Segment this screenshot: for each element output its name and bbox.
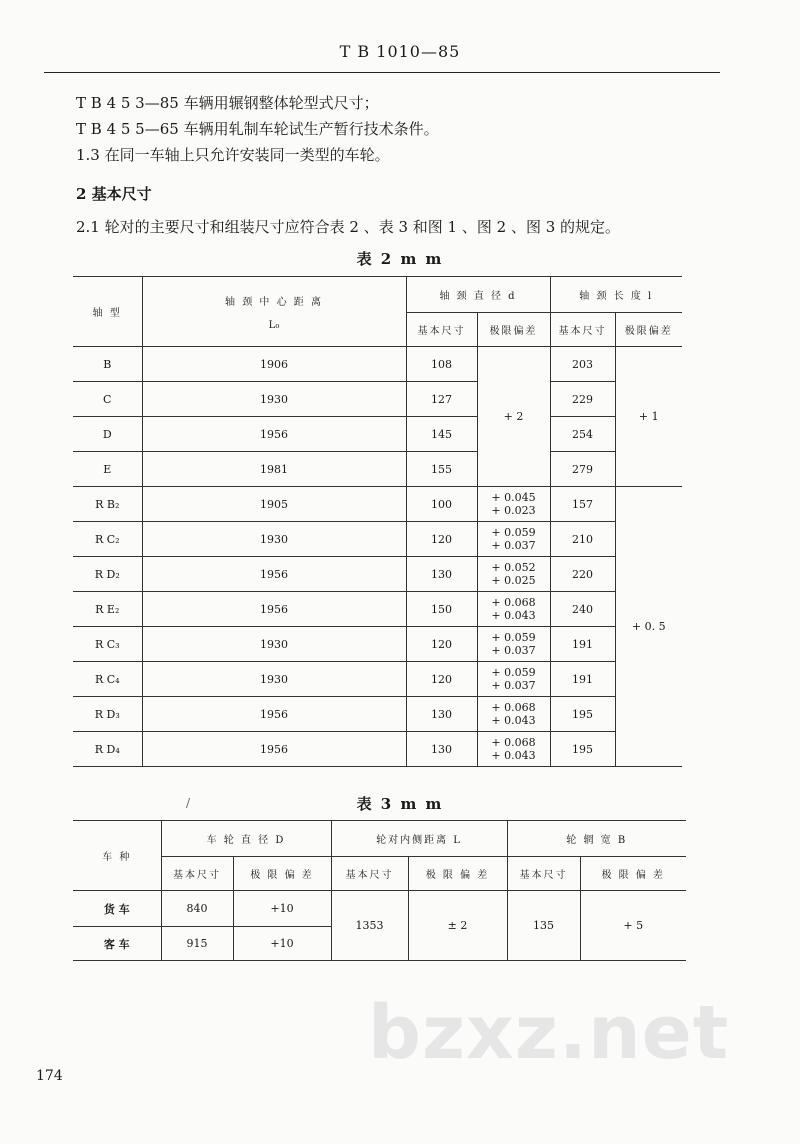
d-basic-cell: 150 bbox=[406, 592, 477, 627]
d-basic-cell: 100 bbox=[406, 487, 477, 522]
reference-line-1: T B 4 5 3—85 车辆用辗钢整体轮型式尺寸； bbox=[76, 94, 379, 112]
d-tolerance-cell: + 0.068 + 0.043 bbox=[477, 732, 550, 767]
d-basic-cell: 120 bbox=[406, 627, 477, 662]
vehicle-type-cell: 客 车 bbox=[73, 927, 161, 961]
d-basic-cell: 130 bbox=[406, 697, 477, 732]
l-basic-cell: 195 bbox=[550, 697, 615, 732]
l-tolerance-header: 极限偏差 bbox=[615, 313, 682, 347]
d-basic-cell: 108 bbox=[406, 347, 477, 382]
rim-width-header: 轮 辋 宽 B bbox=[507, 821, 686, 857]
reference-line-2: T B 4 5 5—65 车辆用轧制车轮试生产暂行技术条件。 bbox=[76, 120, 439, 138]
center-distance-cell: 1956 bbox=[142, 417, 406, 452]
B-tolerance-cell: + 5 bbox=[580, 891, 686, 961]
journal-diameter-header: 轴 颈 直 径 d bbox=[406, 277, 550, 313]
axle-type-cell: R D₂ bbox=[73, 557, 142, 592]
table-2 bbox=[73, 276, 682, 767]
l-tolerance-merged-top: + 1 bbox=[615, 347, 682, 487]
center-distance-cell: 1906 bbox=[142, 347, 406, 382]
axle-type-cell: R E₂ bbox=[73, 592, 142, 627]
axle-type-cell: D bbox=[73, 417, 142, 452]
clause-2-1: 2.1 轮对的主要尺寸和组装尺寸应符合表 2 、表 3 和图 1 、图 2 、图 3 的规定。 bbox=[76, 218, 621, 236]
table-row bbox=[73, 522, 682, 557]
d-basic-header: 基本尺寸 bbox=[406, 313, 477, 347]
D-basic-cell: 915 bbox=[161, 927, 233, 961]
axle-type-cell: C bbox=[73, 382, 142, 417]
center-distance-cell: 1930 bbox=[142, 382, 406, 417]
center-distance-header bbox=[142, 277, 406, 347]
table-row bbox=[73, 417, 682, 452]
section-heading: 2 基本尺寸 bbox=[76, 185, 152, 203]
B-basic-header: 基本尺寸 bbox=[507, 857, 580, 891]
axle-type-cell: R D₄ bbox=[73, 732, 142, 767]
center-distance-label: 轴 颈 中 心 距 离 bbox=[225, 296, 323, 308]
table2-title: 表 2 m m bbox=[356, 250, 444, 268]
l-basic-cell: 254 bbox=[550, 417, 615, 452]
l-basic-cell: 157 bbox=[550, 487, 615, 522]
axle-type-header: 轴 型 bbox=[73, 277, 142, 347]
vehicle-type-header: 车 种 bbox=[73, 821, 161, 891]
table-row bbox=[73, 487, 682, 522]
center-distance-cell: 1930 bbox=[142, 522, 406, 557]
d-tolerance-cell: + 0.068 + 0.043 bbox=[477, 592, 550, 627]
D-basic-header: 基本尺寸 bbox=[161, 857, 233, 891]
D-tolerance-cell: +10 bbox=[233, 927, 331, 961]
d-basic-cell: 130 bbox=[406, 557, 477, 592]
axle-type-cell: R C₄ bbox=[73, 662, 142, 697]
center-distance-symbol: L₀ bbox=[268, 319, 280, 331]
l-basic-cell: 191 bbox=[550, 627, 615, 662]
center-distance-cell: 1956 bbox=[142, 557, 406, 592]
center-distance-cell: 1956 bbox=[142, 592, 406, 627]
center-distance-cell: 1956 bbox=[142, 732, 406, 767]
d-basic-cell: 145 bbox=[406, 417, 477, 452]
l-basic-header: 基本尺寸 bbox=[550, 313, 615, 347]
table-row bbox=[73, 452, 682, 487]
d-basic-cell: 155 bbox=[406, 452, 477, 487]
l-tolerance-merged-bottom: + 0. 5 bbox=[615, 487, 682, 767]
table3-title: 表 3 m m bbox=[356, 795, 444, 813]
table-row bbox=[73, 347, 682, 382]
D-tolerance-header: 极 限 偏 差 bbox=[233, 857, 331, 891]
L-tolerance-header: 极 限 偏 差 bbox=[408, 857, 507, 891]
d-tolerance-cell: + 0.052 + 0.025 bbox=[477, 557, 550, 592]
wheel-diameter-header: 车 轮 直 径 D bbox=[161, 821, 331, 857]
center-distance-cell: 1930 bbox=[142, 662, 406, 697]
stray-mark: / bbox=[186, 796, 191, 810]
d-tolerance-cell: + 0.059 + 0.037 bbox=[477, 522, 550, 557]
L-basic-header: 基本尺寸 bbox=[331, 857, 408, 891]
page-number: 174 bbox=[36, 1068, 63, 1084]
D-basic-cell: 840 bbox=[161, 891, 233, 927]
document-header: T B 1010—85 bbox=[339, 42, 461, 61]
axle-type-cell: R C₃ bbox=[73, 627, 142, 662]
axle-type-cell: E bbox=[73, 452, 142, 487]
B-tolerance-header: 极 限 偏 差 bbox=[580, 857, 686, 891]
center-distance-cell: 1981 bbox=[142, 452, 406, 487]
table-row bbox=[73, 557, 682, 592]
table-row bbox=[73, 662, 682, 697]
table-row bbox=[73, 732, 682, 767]
l-basic-cell: 210 bbox=[550, 522, 615, 557]
center-distance-cell: 1956 bbox=[142, 697, 406, 732]
L-basic-cell: 1353 bbox=[331, 891, 408, 961]
center-distance-cell: 1930 bbox=[142, 627, 406, 662]
table-row bbox=[73, 592, 682, 627]
d-basic-cell: 127 bbox=[406, 382, 477, 417]
d-tolerance-cell: + 0.059 + 0.037 bbox=[477, 627, 550, 662]
d-tolerance-merged-cell: + 2 bbox=[477, 347, 550, 487]
watermark: bzxz.net bbox=[368, 990, 730, 1076]
l-basic-cell: 220 bbox=[550, 557, 615, 592]
axle-type-cell: B bbox=[73, 347, 142, 382]
d-tolerance-header: 极限偏差 bbox=[477, 313, 550, 347]
l-basic-cell: 191 bbox=[550, 662, 615, 697]
l-basic-cell: 203 bbox=[550, 347, 615, 382]
d-tolerance-cell: + 0.059 + 0.037 bbox=[477, 662, 550, 697]
inner-distance-header: 轮对内侧距离 L bbox=[331, 821, 507, 857]
header-rule bbox=[44, 72, 720, 73]
l-basic-cell: 195 bbox=[550, 732, 615, 767]
journal-length-header: 轴 颈 长 度 l bbox=[550, 277, 682, 313]
table-row bbox=[73, 627, 682, 662]
l-basic-cell: 229 bbox=[550, 382, 615, 417]
d-tolerance-cell: + 0.068 + 0.043 bbox=[477, 697, 550, 732]
table-row bbox=[73, 697, 682, 732]
B-basic-cell: 135 bbox=[507, 891, 580, 961]
table-row bbox=[73, 382, 682, 417]
d-basic-cell: 120 bbox=[406, 522, 477, 557]
d-tolerance-cell: + 0.045 + 0.023 bbox=[477, 487, 550, 522]
table-3 bbox=[73, 820, 686, 961]
l-basic-cell: 279 bbox=[550, 452, 615, 487]
table-row bbox=[73, 891, 686, 927]
D-tolerance-cell: +10 bbox=[233, 891, 331, 927]
d-basic-cell: 120 bbox=[406, 662, 477, 697]
center-distance-cell: 1905 bbox=[142, 487, 406, 522]
d-basic-cell: 130 bbox=[406, 732, 477, 767]
L-tolerance-cell: ± 2 bbox=[408, 891, 507, 961]
axle-type-cell: R C₂ bbox=[73, 522, 142, 557]
axle-type-cell: R B₂ bbox=[73, 487, 142, 522]
l-basic-cell: 240 bbox=[550, 592, 615, 627]
axle-type-cell: R D₃ bbox=[73, 697, 142, 732]
vehicle-type-cell: 货 车 bbox=[73, 891, 161, 927]
clause-1-3: 1.3 在同一车轴上只允许安装同一类型的车轮。 bbox=[76, 146, 390, 164]
